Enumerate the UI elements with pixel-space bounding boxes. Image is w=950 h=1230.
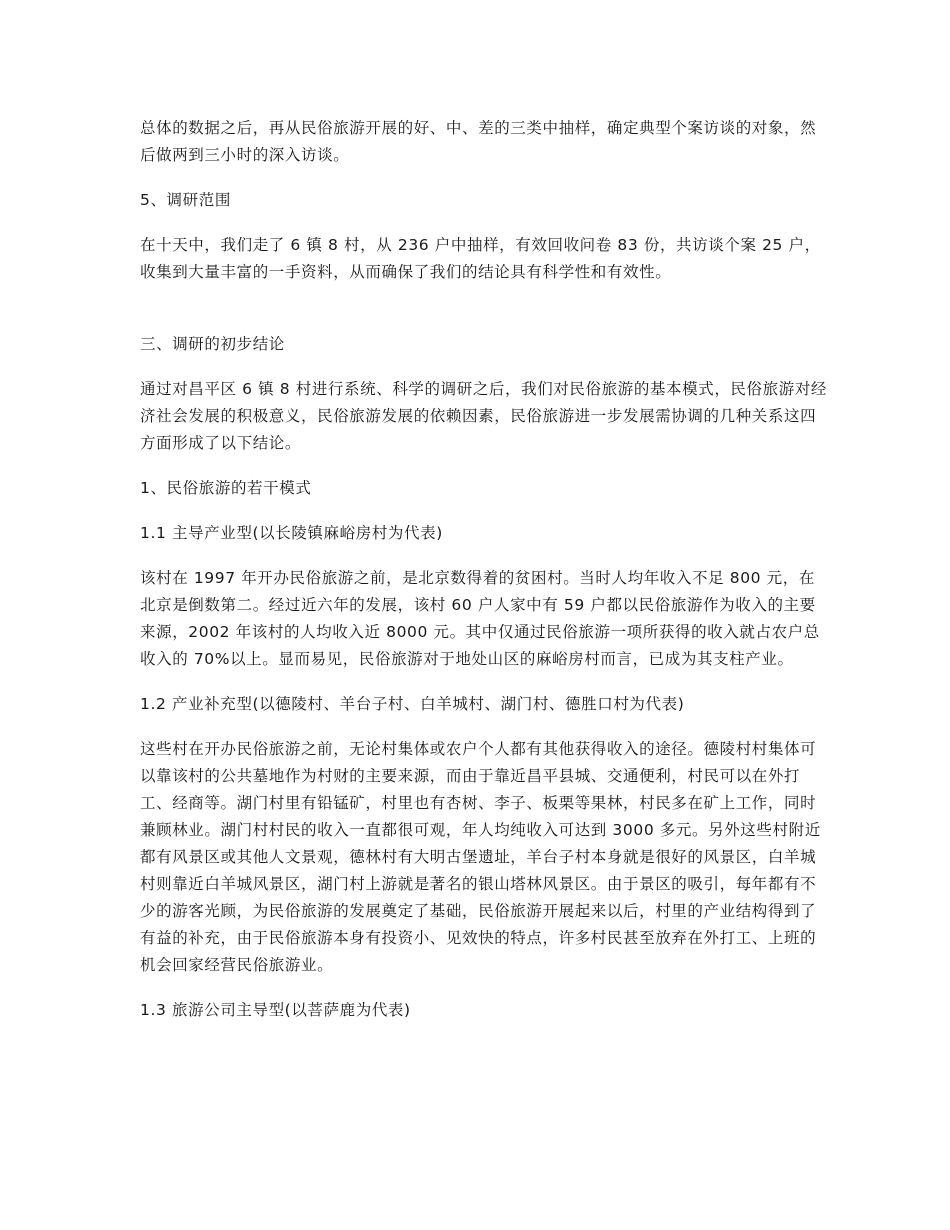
heading-research-scope: 5、调研范围 [140, 191, 231, 209]
paragraph-conclusions-intro: 通过对昌平区 6 镇 8 村进行系统、科学的调研之后，我们对民俗旅游的基本模式，民俗旅游对经济社会发展的积极意义，民俗旅游发展的依赖因素，民俗旅游进一步发展需协调的几种关系这四方面形成了以下结论。 [140, 380, 828, 452]
paragraph-leading-industry-type: 该村在 1997 年开办民俗旅游之前，是北京数得着的贫困村。当时人均年收入不足 800 元，在北京是倒数第二。经过近六年的发展，该村 60 户人家中有 59 户都以民俗旅游作为收入的主要来源，2002 年该村的人均收入近 8000 元。其中仅通过民俗旅游一项所获得的收入就占农户总收入的 70%以上。显而易见，民俗旅游对于地处山区的麻峪房村而言，已成为其支柱产业。 [140, 569, 820, 668]
heading-supplementary-industry-type: 1.2 产业补充型(以德陵村、羊台子村、白羊城村、湖门村、德胜口村为代表) [140, 695, 685, 713]
heading-preliminary-conclusions: 三、调研的初步结论 [140, 335, 285, 353]
heading-tourism-models: 1、民俗旅游的若干模式 [140, 479, 312, 497]
document-page [140, 115, 830, 1024]
paragraph-sampling-method: 总体的数据之后，再从民俗旅游开展的好、中、差的三类中抽样，确定典型个案访谈的对象，然后做两到三小时的深入访谈。 [140, 119, 817, 164]
paragraph-research-scope: 在十天中，我们走了 6 镇 8 村，从 236 户中抽样，有效回收问卷 83 份，共访谈个案 25 户，收集到大量丰富的一手资料，从而确保了我们的结论具有科学性和有效性。 [140, 236, 821, 281]
heading-tourism-company-type: 1.3 旅游公司主导型(以菩萨鹿为代表) [140, 1001, 411, 1019]
paragraph-supplementary-industry-type: 这些村在开办民俗旅游之前，无论村集体或农户个人都有其他获得收入的途径。德陵村村集体可以靠该村的公共墓地作为村财的主要来源，而由于靠近昌平县城、交通便利，村民可以在外打工、经商等。湖门村里有铅锰矿，村里也有杏树、李子、板栗等果林，村民多在矿上工作，同时兼顾林业。湖门村村民的收入一直都很可观，年人均纯收入可达到 3000 多元。另外这些村附近都有风景区或其他人文景观，德林村有大明古堡遗址，羊台子村本身就是很好的风景区，白羊城村则靠近白羊城风景区，湖门村上游就是著名的银山塔林风景区。由于景区的吸引，每年都有不少的游客光顾，为民俗旅游的发展奠定了基础，民俗旅游开展起来以后，村里的产业结构得到了有益的补充，由于民俗旅游本身有投资小、见效快的特点，许多村民甚至放弃在外打工、上班的机会回家经营民俗旅游业。 [140, 740, 821, 974]
heading-leading-industry-type: 1.1 主导产业型(以长陵镇麻峪房村为代表) [140, 524, 443, 542]
